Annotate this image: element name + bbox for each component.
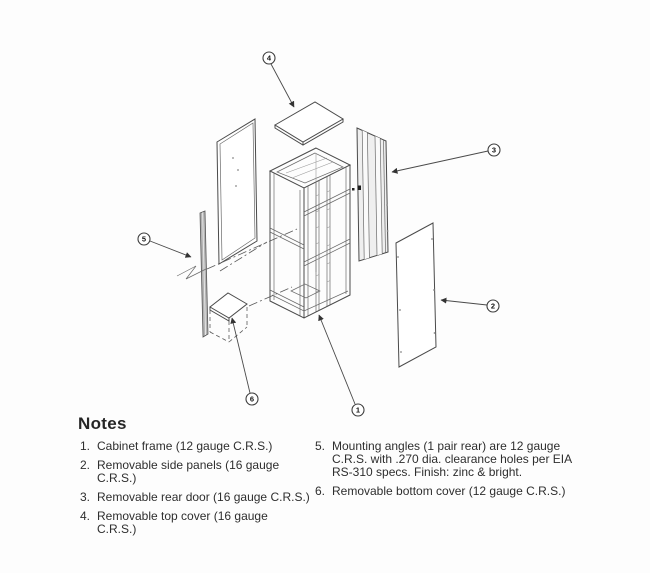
note-3-text: Removable rear door (16 gauge C.R.S.): [97, 490, 310, 504]
callout-6-number: 6: [249, 394, 255, 404]
note-4-text: Removable top cover (16 gauge C.R.S.): [97, 509, 268, 536]
note-item-2: [80, 459, 310, 485]
note-item-6: [315, 485, 583, 498]
note-6-text: Removable bottom cover (12 gauge C.R.S.): [332, 484, 566, 498]
side-panel-right: [396, 223, 436, 367]
note-item-4: [80, 510, 310, 536]
rear-door: [357, 128, 389, 261]
door-latch: [358, 186, 361, 191]
callout-1-number: 1: [355, 405, 361, 415]
note-4-number: 4.: [80, 509, 91, 523]
cabinet-frame: [270, 148, 355, 318]
note-6-number: 6.: [315, 484, 326, 498]
notes-section: [78, 414, 618, 536]
top-cover: [275, 102, 343, 145]
callout-2: [441, 300, 499, 312]
note-item-5: [315, 440, 583, 479]
callout-3-number: 3: [491, 145, 497, 155]
note-item-1: [80, 440, 310, 453]
mounting-angle: [200, 211, 208, 337]
note-1-number: 1.: [80, 439, 91, 453]
callout-6: [232, 318, 258, 405]
note-2-number: 2.: [80, 458, 91, 472]
notes-column-right: [315, 440, 583, 504]
callout-5-number: 5: [141, 234, 147, 244]
notes-column-left: [80, 440, 310, 542]
callout-4: [263, 52, 294, 107]
note-2-text: Removable side panels (16 gauge C.R.S.): [97, 458, 280, 485]
note-5-text: Mounting angles (1 pair rear) are 12 gauge C.R.S. with .270 dia. clearance holes per EIA RS-310 specs. Finish: zinc & bright.: [332, 439, 572, 479]
callout-5: [138, 233, 191, 257]
callout-4-number: 4: [266, 53, 272, 63]
callout-2-number: 2: [490, 301, 496, 311]
side-panel-left: [217, 119, 257, 264]
note-3-number: 3.: [80, 490, 91, 504]
callout-3: [392, 144, 500, 172]
notes-heading: Notes: [78, 414, 127, 433]
note-item-3: [80, 491, 310, 504]
note-5-number: 5.: [315, 439, 326, 453]
callout-1: [319, 315, 364, 416]
bottom-cover: [210, 293, 247, 342]
note-1-text: Cabinet frame (12 gauge C.R.S.): [97, 439, 273, 453]
